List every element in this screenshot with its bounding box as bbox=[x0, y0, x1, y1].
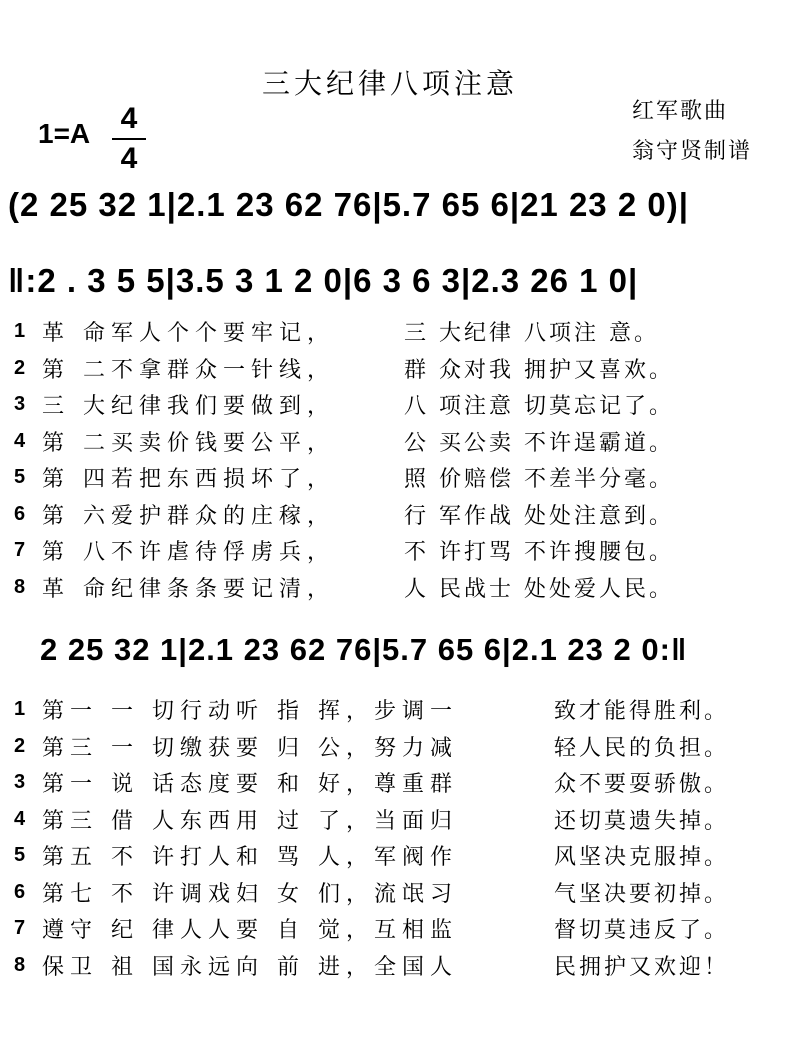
time-signature-bar bbox=[112, 138, 146, 140]
verse-number: 3 bbox=[14, 771, 26, 793]
verse-number: 3 bbox=[14, 393, 26, 415]
verse-number: 1 bbox=[14, 320, 26, 342]
lyric-text: 第 四若把东西损坏了， bbox=[42, 467, 335, 492]
lyric-text: 第 二不拿群众一针线， bbox=[42, 357, 335, 383]
verse-number: 1 bbox=[14, 698, 26, 720]
verse-number: 5 bbox=[14, 466, 26, 488]
lyric-text: 革 命军人个个要牢记， bbox=[42, 321, 335, 346]
verse-number: 4 bbox=[14, 807, 26, 830]
lyric-ending: 行 军作战 处处注意到。 bbox=[404, 503, 674, 529]
lyric-text: 第三 借 人东西用 过 了，当面归 bbox=[42, 808, 458, 834]
lyric-text: 第三 一 切缴获要 归 公，努力减 bbox=[42, 735, 458, 761]
notation-line-1: ‖:2 . 3 5 5|3.5 3 1 2 0|6 3 6 3|2.3 26 1 0| bbox=[8, 262, 639, 299]
lyric-text: 第一 一 切行动听 指 挥，步调一 bbox=[42, 699, 458, 724]
lyric-text: 第五 不 许打人和 骂 人，军阀作 bbox=[42, 845, 458, 870]
time-signature-bottom: 4 bbox=[120, 142, 138, 175]
arranger-credit: 翁守贤制谱 bbox=[632, 139, 753, 164]
lyric-text: 遵守 纪 律人人要 自 觉，互相监 bbox=[42, 918, 458, 943]
lyric-ending: 督切莫违反了。 bbox=[554, 918, 730, 943]
key-signature: 1=A bbox=[38, 118, 91, 149]
verse-number: 8 bbox=[14, 953, 26, 976]
lyric-ending: 公 买公卖 不许逞霸道。 bbox=[404, 430, 674, 456]
verse-number: 5 bbox=[14, 844, 26, 866]
verse-number: 8 bbox=[14, 575, 26, 598]
genre-credit: 红军歌曲 bbox=[632, 99, 729, 124]
lyric-ending: 不 许打骂 不许搜腰包。 bbox=[404, 540, 674, 565]
lyric-text: 第七 不 许调戏妇 女 们，流氓习 bbox=[42, 881, 458, 907]
verse-number: 6 bbox=[14, 880, 26, 903]
lyric-ending: 八 项注意 切莫忘记了。 bbox=[404, 394, 674, 419]
lyric-ending: 群 众对我 拥护又喜欢。 bbox=[404, 357, 674, 383]
lyric-ending: 民拥护又欢迎！ bbox=[554, 954, 730, 980]
time-signature-top: 4 bbox=[120, 102, 138, 135]
verse-number: 6 bbox=[14, 502, 26, 525]
lyric-ending: 众不要耍骄傲。 bbox=[554, 772, 730, 797]
lyric-text: 第 六爱护群众的庄稼， bbox=[42, 503, 335, 529]
verse-number: 7 bbox=[14, 539, 26, 561]
lyric-ending: 人 民战士 处处爱人民。 bbox=[404, 576, 674, 602]
lyric-ending: 风坚决克服掉。 bbox=[554, 845, 730, 870]
lyric-text: 第 八不许虐待俘虏兵， bbox=[42, 540, 335, 565]
lyric-text: 第一 说 话态度要 和 好，尊重群 bbox=[42, 772, 458, 797]
lyric-ending: 气坚决要初掉。 bbox=[554, 881, 730, 907]
lyric-ending: 还切莫遗失掉。 bbox=[554, 808, 730, 834]
verse-number: 7 bbox=[14, 917, 26, 939]
lyric-ending: 轻人民的负担。 bbox=[554, 735, 730, 761]
lyric-text: 保卫 祖 国永远向 前 进，全国人 bbox=[42, 954, 458, 980]
verse-number: 4 bbox=[14, 429, 26, 452]
notation-line-2: 2 25 32 1|2.1 23 62 76|5.7 65 6|2.1 23 2 0:‖ bbox=[40, 632, 688, 667]
lyric-text: 第 二买卖价钱要公平， bbox=[42, 430, 335, 456]
lyric-text: 三 大纪律我们要做到， bbox=[42, 394, 335, 419]
lyric-ending: 三 大纪律 八项注 意。 bbox=[404, 321, 659, 346]
lyric-text: 革 命纪律条条要记清， bbox=[42, 576, 335, 602]
song-title: 三大纪律八项注意 bbox=[261, 67, 518, 100]
lyric-ending: 致才能得胜利。 bbox=[554, 699, 730, 724]
time-signature bbox=[112, 102, 146, 176]
notation-intro: (2 25 32 1|2.1 23 62 76|5.7 65 6|21 23 2 0)| bbox=[8, 186, 689, 223]
verse-number: 2 bbox=[14, 356, 26, 379]
verse-number: 2 bbox=[14, 734, 26, 757]
lyric-ending: 照 价赔偿 不差半分毫。 bbox=[404, 467, 674, 492]
